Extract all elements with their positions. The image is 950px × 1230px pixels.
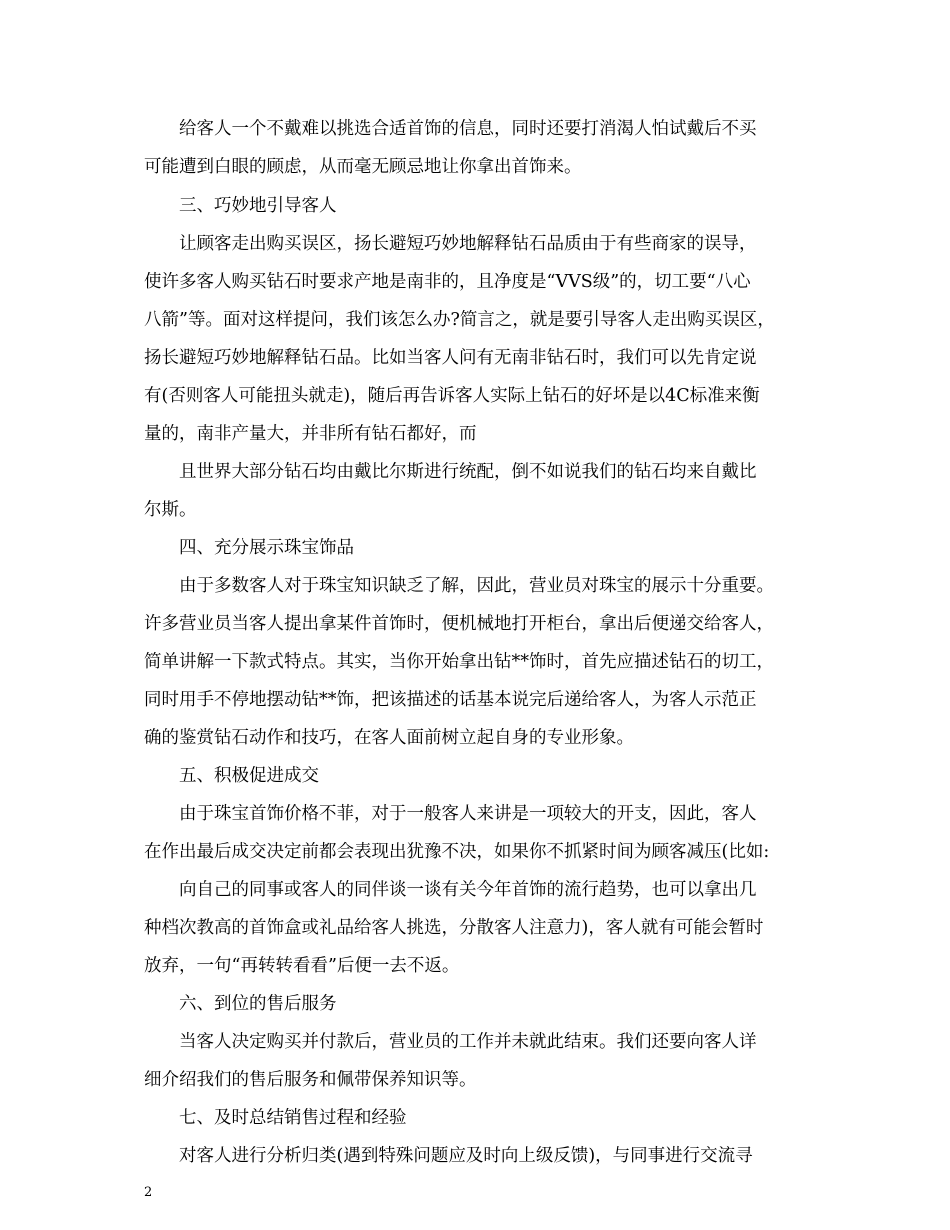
section-heading: 六、到位的售后服务: [179, 994, 337, 1014]
paragraph-line: 尔斯。: [144, 500, 197, 520]
page-number: 2: [144, 1185, 153, 1200]
paragraph-line: 同时用手不停地摆动钻**饰，把该描述的话基本说完后递给客人，为客人示范正: [144, 690, 757, 710]
paragraph-line: 由于珠宝首饰价格不菲，对于一般客人来讲是一项较大的开支，因此，客人: [179, 804, 757, 824]
paragraph-line: 八箭”等。面对这样提问，我们该怎么办?简言之，就是要引导客人走出购买误区，: [144, 310, 775, 330]
paragraph-line: 细介绍我们的售后服务和佩带保养知识等。: [144, 1070, 477, 1090]
paragraph-line: 在作出最后成交决定前都会表现出犹豫不决，如果你不抓紧时间为顾客减压(比如:: [144, 842, 770, 862]
paragraph-line: 使许多客人购买钻石时要求产地是南非的，且净度是“VVS级”的，切工要“八心: [144, 272, 751, 292]
paragraph-line: 由于多数客人对于珠宝知识缺乏了解，因此，营业员对珠宝的展示十分重要。: [179, 576, 774, 596]
paragraph-line: 向自己的同事或客人的同伴谈一谈有关今年首饰的流行趋势，也可以拿出几: [179, 880, 757, 900]
section-heading: 七、及时总结销售过程和经验: [179, 1108, 407, 1128]
section-heading: 三、巧妙地引导客人: [179, 196, 337, 216]
paragraph-line: 有(否则客人可能扭头就走)，随后再告诉客人实际上钻石的好坏是以4C标准来衡: [144, 386, 760, 406]
paragraph-line: 扬长避短巧妙地解释钻石品。比如当客人问有无南非钻石时，我们可以先肯定说: [144, 348, 757, 368]
paragraph-line: 让顾客走出购买误区，扬长避短巧妙地解释钻石品质由于有些商家的误导，: [179, 234, 757, 254]
section-heading: 四、充分展示珠宝饰品: [179, 538, 354, 558]
paragraph-line: 种档次教高的首饰盒或礼品给客人挑选，分散客人注意力)，客人就有可能会暂时: [144, 918, 764, 938]
section-heading: 五、积极促进成交: [179, 766, 319, 786]
paragraph-line: 给客人一个不戴难以挑选合适首饰的信息，同时还要打消渴人怕试戴后不买: [179, 119, 757, 139]
paragraph-line: 简单讲解一下款式特点。其实，当你开始拿出钻**饰时，首先应描述钻石的切工，: [144, 652, 774, 672]
paragraph-line: 确的鉴赏钻石动作和技巧，在客人面前树立起自身的专业形象。: [144, 728, 634, 748]
paragraph-line: 量的，南非产量大，并非所有钻石都好，而: [144, 424, 477, 444]
paragraph-line: 许多营业员当客人提出拿某件首饰时，便机械地打开柜台，拿出后便递交给客人，: [144, 614, 774, 634]
paragraph-line: 当客人决定购买并付款后，营业员的工作并未就此结束。我们还要向客人详: [179, 1032, 757, 1052]
paragraph-line: 且世界大部分钻石均由戴比尔斯进行统配，倒不如说我们的钻石均来自戴比: [179, 462, 757, 482]
paragraph-line: 对客人进行分析归类(遇到特殊问题应及时向上级反馈)，与同事进行交流寻: [179, 1146, 753, 1166]
paragraph-line: 可能遭到白眼的顾虑，从而毫无顾忌地让你拿出首饰来。: [144, 157, 582, 177]
paragraph-line: 放弃，一句“再转转看看”后便一去不返。: [144, 956, 460, 976]
